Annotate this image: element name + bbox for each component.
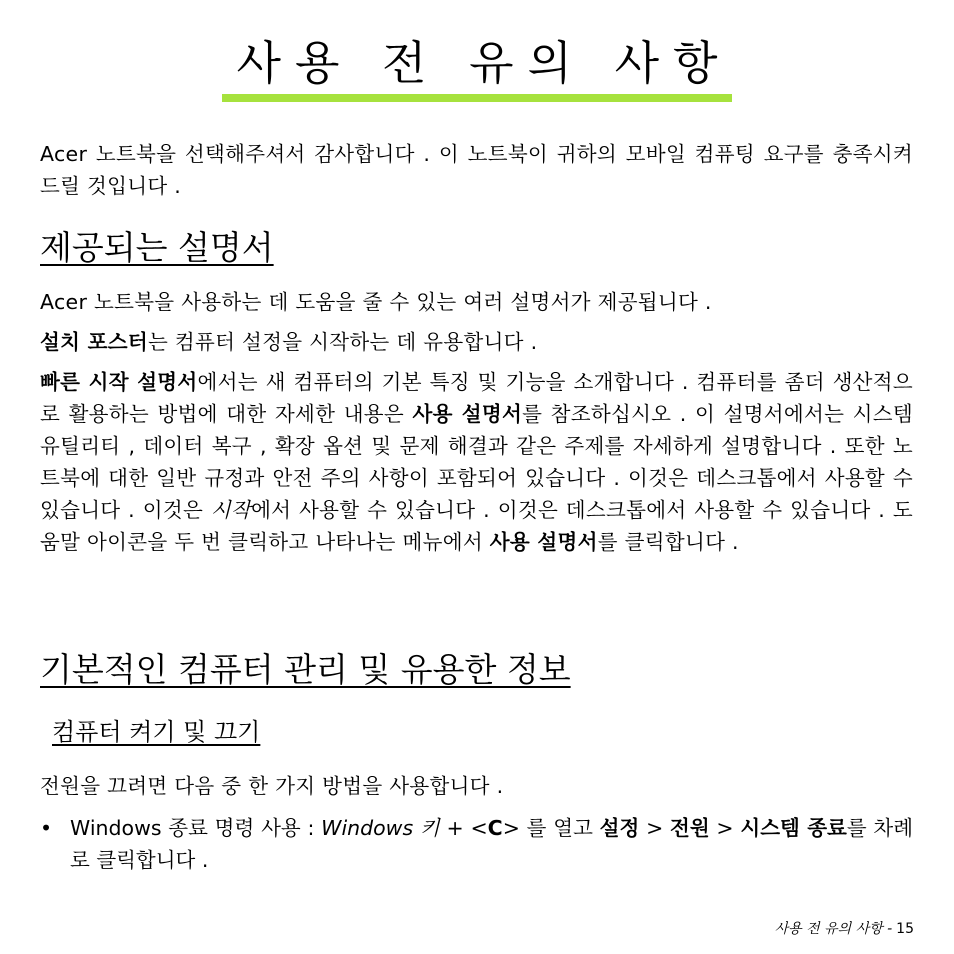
guides-paragraph-3-text-3: 에서 사용할 수 있습니다 . 이것은 데스크톱에서 사용할 수 있습니다 . 도움말 아이콘을 두 번 클릭하고 나타나는 메뉴에서 [40, 498, 913, 554]
guides-paragraph-1: Acer 노트북을 사용하는 데 도움을 줄 수 있는 여러 설명서가 제공됩니다 . [40, 290, 712, 314]
guides-paragraph-3-text-4: 를 클릭합니다 . [597, 530, 739, 554]
bullet-text-3: + < [439, 816, 488, 840]
quick-start-guide-label: 빠른 시작 설명서 [40, 370, 198, 394]
windows-key-label: Windows 키 [321, 816, 440, 840]
bullet-separator-1: > [639, 816, 671, 840]
power-paragraph: 전원을 끄려면 다음 중 한 가지 방법을 사용합니다 . [40, 774, 504, 798]
section-heading-care: 기본적인 컴퓨터 관리 및 유용한 정보 [40, 650, 571, 689]
power-bullet-item [40, 812, 913, 876]
section-heading-guides: 제공되는 설명서 [40, 228, 274, 267]
title-underline-bar [222, 94, 732, 102]
bullet-text-11: 를 차례로 클릭합니다 . [70, 816, 914, 872]
bullet-text [70, 812, 913, 876]
bullet-text-5: > 를 열고 [502, 816, 600, 840]
bullet-separator-2: > [709, 816, 741, 840]
guides-paragraph-2-text: 는 컴퓨터 설정을 시작하는 데 유용합니다 . [147, 330, 538, 354]
subheading-power: 컴퓨터 켜기 및 끄기 [52, 718, 261, 746]
guides-paragraph-3-text-2: 를 참조하십시오 . 이 설명서에서는 시스템 유틸리티 , 데이터 복구 , 확장 옵션 및 문제 해결과 같은 주제를 자세하게 설명합니다 . 또한 노트북에 대한 일반 규정과 안전 주의 사항이 포함되어 있습니다 . 이것은 데스크톱에서 사용할 수 있습니다 . 이것은 [40, 402, 913, 522]
bullet-dot: • [40, 816, 53, 840]
setup-poster-label: 설치 포스터 [40, 330, 148, 354]
guides-paragraph-3-text-1: 에서는 새 컴퓨터의 기본 특징 및 기능을 소개합니다 . 컴퓨터를 좀더 생산적으로 활용하는 방법에 대한 자세한 내용은 [40, 370, 913, 426]
start-label: 시작 [210, 498, 252, 522]
shutdown-label: 시스템 종료 [740, 816, 847, 840]
guides-paragraph-3 [40, 366, 913, 558]
bullet-text-1: Windows 종료 명령 사용 : [70, 816, 322, 840]
settings-label: 설정 [599, 816, 640, 840]
user-manual-label-2: 사용 설명서 [489, 530, 598, 554]
page-title: 사용 전 유의 사항 [236, 36, 732, 90]
c-key-label: C [487, 816, 503, 840]
guides-paragraph-2 [40, 326, 913, 358]
intro-paragraph: Acer 노트북을 선택해주셔서 감사합니다 . 이 노트북이 귀하의 모바일 컴퓨팅 요구를 충족시켜 드릴 것입니다 . [40, 142, 913, 198]
power-label: 전원 [670, 816, 710, 840]
page-footer [775, 918, 914, 938]
user-manual-label: 사용 설명서 [412, 402, 523, 426]
page-number: 15 [896, 921, 914, 937]
footer-label: 사용 전 유의 사항 - [774, 921, 893, 937]
